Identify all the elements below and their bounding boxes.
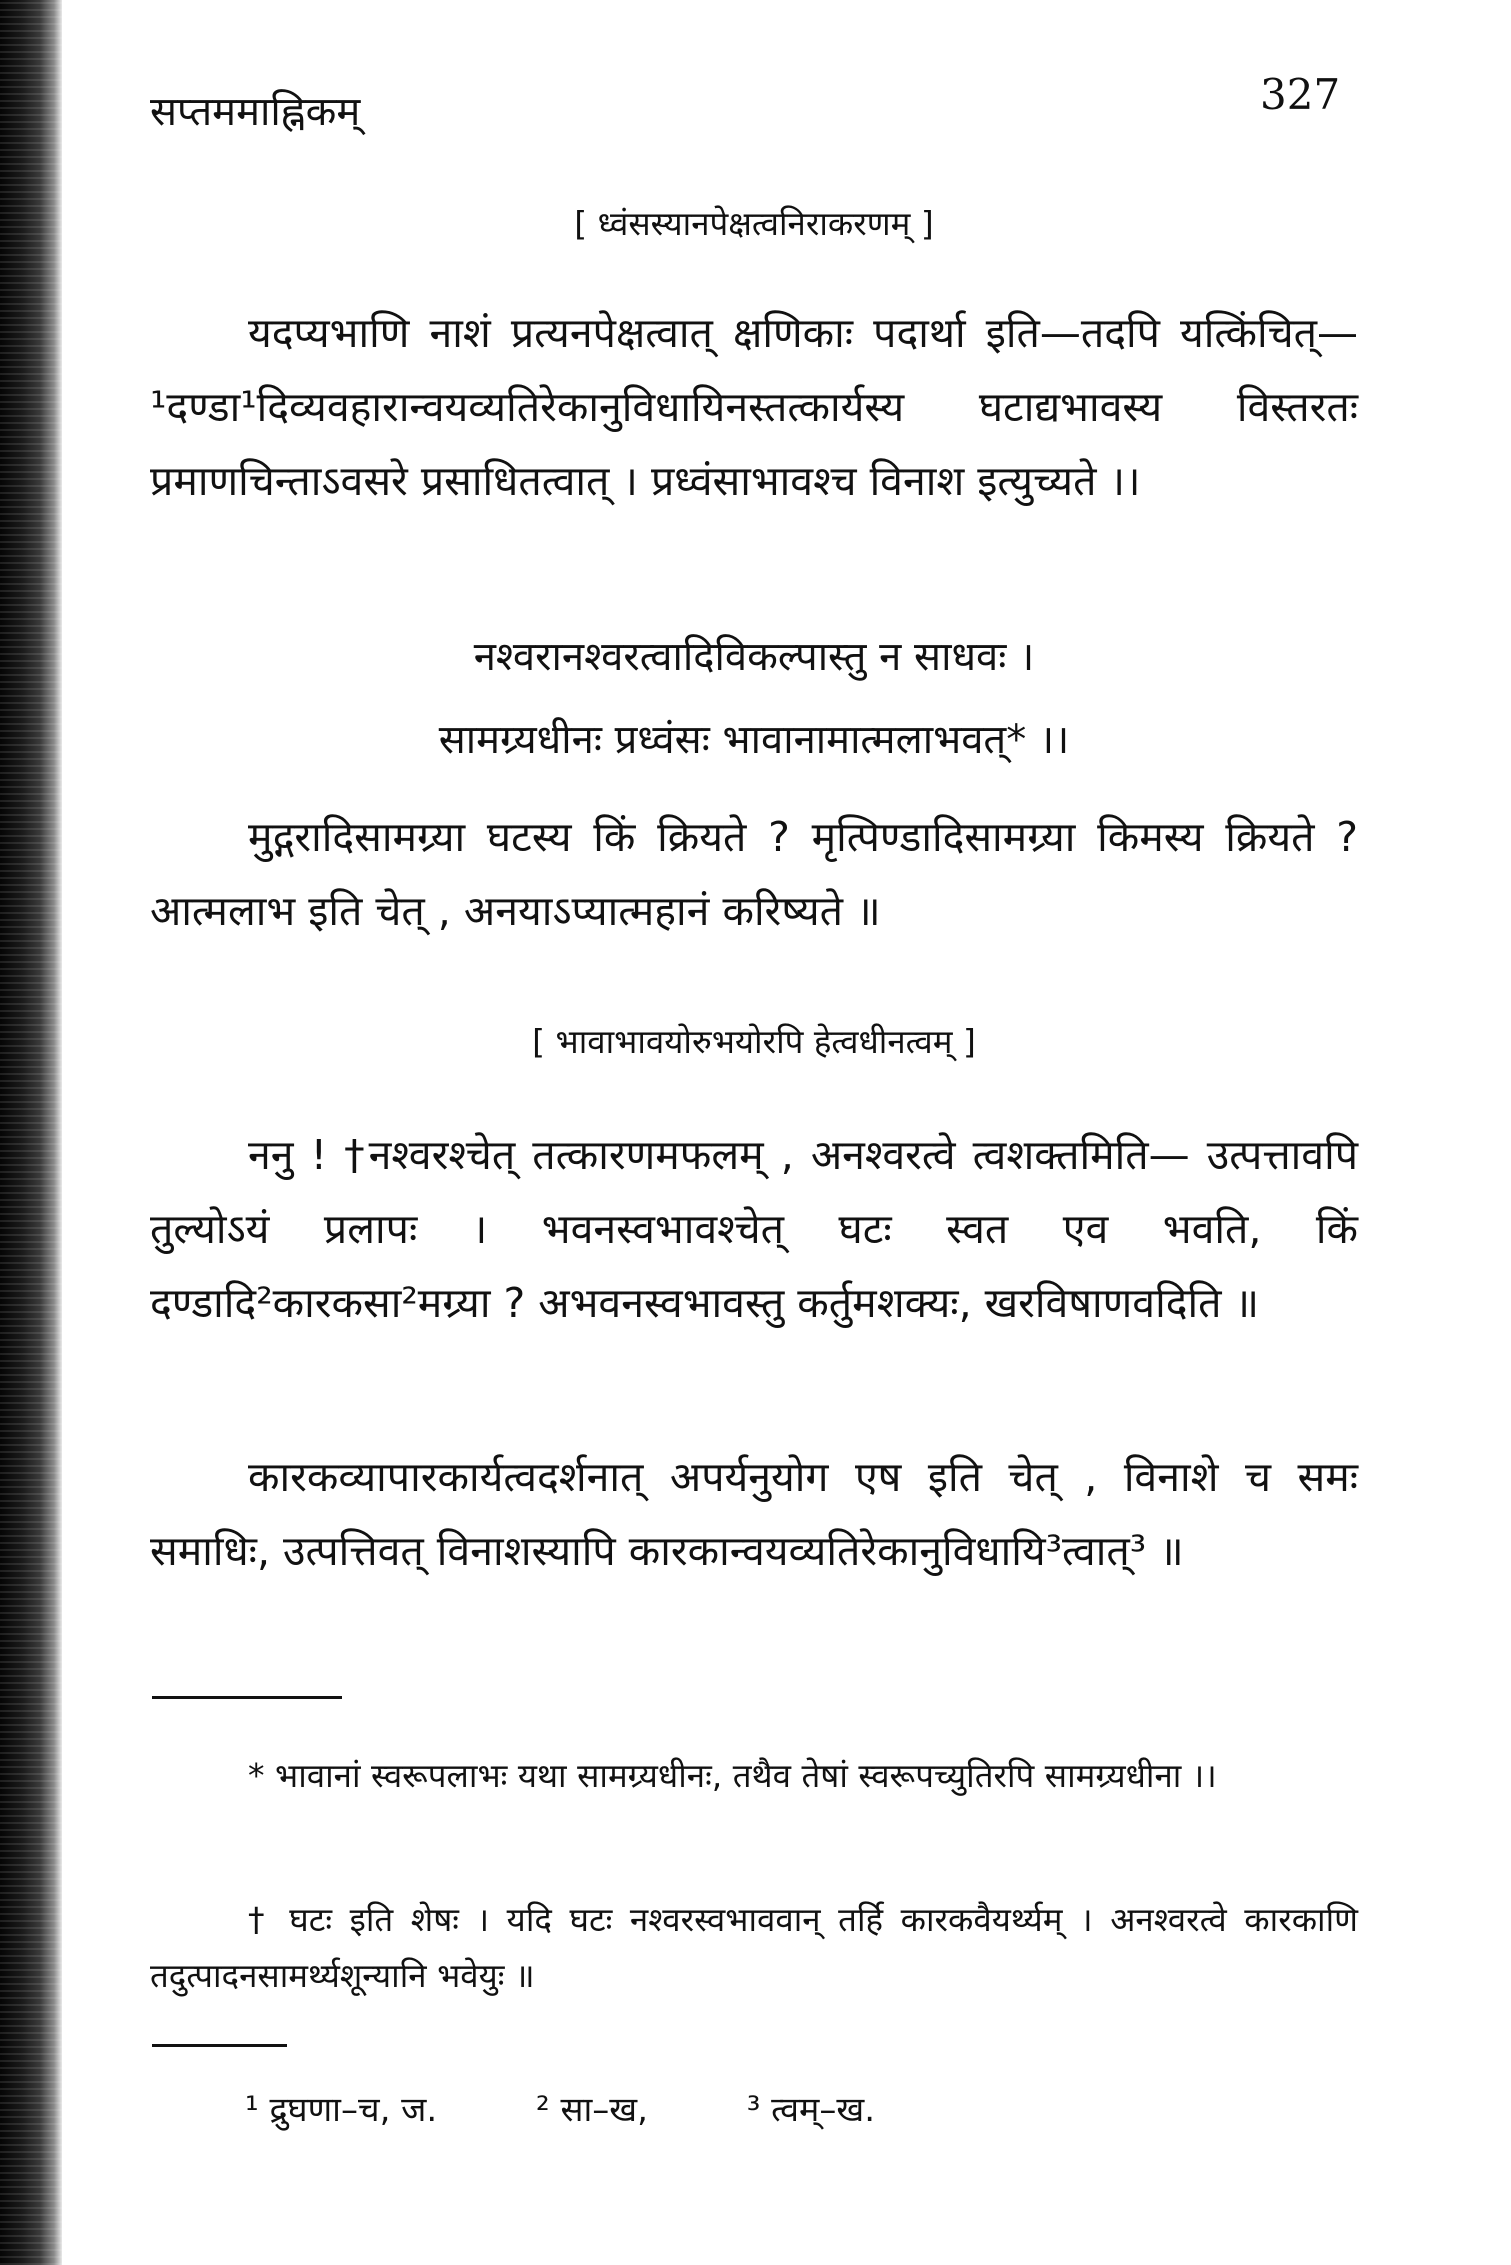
- section-heading: [ ध्वंसस्यानपेक्षत्वनिराकरणम् ]: [574, 204, 934, 243]
- verse-line: नश्वरानश्वरत्वादिविकल्पास्तु न साधवः ।: [473, 634, 1035, 680]
- section-heading: [ भावाभावयोरुभयोरपि हेत्वधीनत्वम् ]: [532, 1022, 976, 1061]
- variant-reading: ² सा–ख,: [536, 2090, 648, 2130]
- variant-reading: ³ त्वम्–ख.: [746, 2090, 876, 2130]
- footnote: * भावानां स्वरूपलाभः यथा सामग्र्यधीनः, तथैव तेषां स्वरूपच्युतिरपि सामग्र्यधीना ।।: [248, 1756, 1217, 1795]
- page-number: 327: [1260, 70, 1341, 119]
- variant-separator: [152, 2044, 287, 2047]
- footnote: † घटः इति शेषः । यदि घटः नश्वरस्वभाववान् तर्हि कारकवैयर्थ्यम् । अनश्वरत्वे कारकाणि तदुत्पादनसामर्थ्यशून्यानि भवेयुः ॥: [150, 1900, 1358, 1995]
- paragraph: यदप्यभाणि नाशं प्रत्यनपेक्षत्वात् क्षणिकाः पदार्था इति—तदपि यत्किंचित्—¹दण्डा¹दिव्यवहारान्वयव्यतिरेकानुविधायिनस्तत्कार्यस्य घटाद्यभावस्य विस्तरतः प्रमाणचिन्ताऽवसरे प्रसाधितत्वात् । प्रध्वंसाभावश्च विनाश इत्युच्यते ।।: [150, 309, 1358, 505]
- variant-reading: ¹ द्रुघणा–च, ज.: [245, 2090, 438, 2130]
- variant-readings: [245, 2085, 963, 2131]
- verse-line: सामग्र्यधीनः प्रध्वंसः भावानामात्मलाभवत्* ।।: [438, 717, 1070, 763]
- footnote-separator: [152, 1696, 342, 1699]
- running-head: सप्तममाह्निकम्: [150, 89, 361, 135]
- paragraph: कारकव्यापारकार्यत्वदर्शनात् अपर्यनुयोग एष इति चेत् , विनाशे च समः समाधिः, उत्पत्तिवत् विनाशस्यापि कारकान्वयव्यतिरेकानुविधायि³त्वात्³ ॥: [150, 1453, 1358, 1575]
- paragraph: ननु ! †नश्वरश्चेत् तत्कारणमफलम् , अनश्वरत्वे त्वशक्तमिति— उत्पत्तावपि तुल्योऽयं प्रलापः । भवनस्वभावश्चेत् घटः स्वत एव भवति, किं दण्डादि²कारकसा²मग्र्या ? अभवनस्वभावस्तु कर्तुमशक्यः, खरविषाणवदिति ॥: [150, 1131, 1358, 1327]
- paragraph: मुद्गरादिसामग्र्या घटस्य किं क्रियते ? मृत्पिण्डादिसामग्र्या किमस्य क्रियते ? आत्मलाभ इति चेत् , अनयाऽप्यात्महानं करिष्यते ॥: [150, 813, 1358, 935]
- book-spine-shadow: [0, 0, 62, 2265]
